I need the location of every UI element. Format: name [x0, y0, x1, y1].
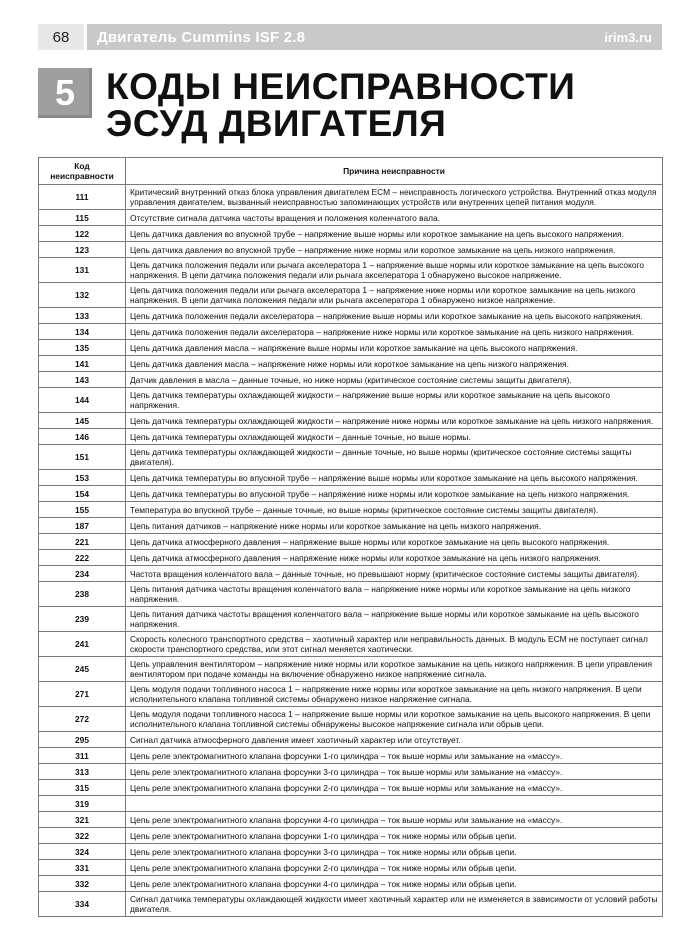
fault-code-cell: 332	[39, 876, 126, 892]
table-row	[39, 502, 663, 518]
fault-cause-cell: Цепь реле электромагнитного клапана форсунки 4-го цилиндра – ток выше нормы или замыкание на «массу».	[126, 812, 663, 828]
fault-cause-cell: Цепь реле электромагнитного клапана форсунки 2-го цилиндра – ток ниже нормы или обрыв цепи.	[126, 860, 663, 876]
fault-cause-cell: Цепь датчика положения педали или рычага акселератора 1 – напряжение ниже нормы или короткое замыкание на цепь низкого напряжения. В цепи датчика положения педали или рычага акселератора 1 обнаружено низкое напряжение.	[126, 283, 663, 308]
fault-code-cell: 154	[39, 486, 126, 502]
table-row	[39, 340, 663, 356]
table-row	[39, 812, 663, 828]
fault-code-cell: 221	[39, 534, 126, 550]
table-row	[39, 518, 663, 534]
table-row	[39, 356, 663, 372]
page-number: 68	[38, 24, 84, 50]
table-row	[39, 210, 663, 226]
table-row	[39, 607, 663, 632]
fault-code-cell: 135	[39, 340, 126, 356]
page-header	[38, 24, 662, 50]
running-header-bar	[87, 24, 662, 50]
column-header-code-line-2: неисправности	[50, 171, 114, 181]
table-row	[39, 258, 663, 283]
running-header-title: Двигатель Cummins ISF 2.8	[97, 28, 306, 46]
fault-code-cell: 123	[39, 242, 126, 258]
table-row	[39, 860, 663, 876]
fault-code-cell: 272	[39, 707, 126, 732]
table-row	[39, 844, 663, 860]
fault-cause-cell	[126, 796, 663, 812]
table-row	[39, 445, 663, 470]
fault-code-cell: 122	[39, 226, 126, 242]
fault-cause-cell: Цепь датчика положения педали или рычага акселератора 1 – напряжение выше нормы или короткое замыкание на цепь высокого напряжения. В цепи датчика положения педали или рычага акселератора 1 обнаружено высокое напряжение.	[126, 258, 663, 283]
table-row	[39, 534, 663, 550]
fault-code-cell: 115	[39, 210, 126, 226]
column-header-code	[39, 158, 126, 185]
fault-cause-cell: Температура во впускной трубе – данные точные, но выше нормы (критическое состояние системы защиты двигателя).	[126, 502, 663, 518]
fault-code-cell: 141	[39, 356, 126, 372]
fault-cause-cell: Сигнал датчика атмосферного давления имеет хаотичный характер или отсутствует.	[126, 732, 663, 748]
fault-code-cell: 239	[39, 607, 126, 632]
fault-cause-cell: Цепь датчика давления масла – напряжение выше нормы или короткое замыкание на цепь высокого напряжения.	[126, 340, 663, 356]
chapter-title-line-2: ЭСУД ДВИГАТЕЛЯ	[106, 103, 447, 144]
fault-codes-table	[38, 157, 663, 917]
fault-cause-cell: Цепь датчика положения педали акселератора – напряжение ниже нормы или короткое замыкание на цепь низкого напряжения.	[126, 324, 663, 340]
table-row	[39, 796, 663, 812]
fault-code-cell: 144	[39, 388, 126, 413]
fault-cause-cell: Частота вращения коленчатого вала – данные точные, но превышают норму (критическое состояние системы защиты двигателя).	[126, 566, 663, 582]
chapter-number-badge: 5	[38, 68, 92, 118]
table-row	[39, 388, 663, 413]
fault-code-cell: 132	[39, 283, 126, 308]
fault-cause-cell: Датчик давления в масла – данные точные, но ниже нормы (критическое состояние системы защиты двигателя).	[126, 372, 663, 388]
fault-code-cell: 295	[39, 732, 126, 748]
table-row	[39, 413, 663, 429]
fault-cause-cell: Цепь датчика давления во впускной трубе – напряжение выше нормы или короткое замыкание на цепь высокого напряжения.	[126, 226, 663, 242]
table-row	[39, 308, 663, 324]
table-row	[39, 748, 663, 764]
fault-cause-cell: Цепь питания датчика частоты вращения коленчатого вала – напряжение выше нормы или короткое замыкание на цепь высокого напряжения.	[126, 607, 663, 632]
fault-code-cell: 313	[39, 764, 126, 780]
fault-cause-cell: Критический внутренний отказ блока управления двигателем ЕСМ – неисправность логического устройства. Внутренний отказ модуля управления двигателем, вызванный неисправностью запоминающих устройств или внутренних цепей питания модуля.	[126, 185, 663, 210]
fault-cause-cell: Сигнал датчика температуры охлаждающей жидкости имеет хаотичный характер или не изменяется в зависимости от условий работы двигателя.	[126, 892, 663, 917]
fault-code-cell: 155	[39, 502, 126, 518]
fault-cause-cell: Цепь управления вентилятором – напряжение ниже нормы или короткое замыкание на цепь низкого напряжения. В цепи управления вентилятором при подаче команды на включение обнаружено низкое напряжение сигнала.	[126, 657, 663, 682]
table-row	[39, 682, 663, 707]
table-row	[39, 828, 663, 844]
fault-code-cell: 271	[39, 682, 126, 707]
fault-code-cell: 334	[39, 892, 126, 917]
table-row	[39, 732, 663, 748]
fault-code-cell: 151	[39, 445, 126, 470]
fault-cause-cell: Цепь датчика давления масла – напряжение ниже нормы или короткое замыкание на цепь низкого напряжения.	[126, 356, 663, 372]
fault-cause-cell: Цепь реле электромагнитного клапана форсунки 4-го цилиндра – ток ниже нормы или обрыв цепи.	[126, 876, 663, 892]
table-row	[39, 372, 663, 388]
table-row	[39, 657, 663, 682]
fault-code-cell: 133	[39, 308, 126, 324]
fault-cause-cell: Цепь модуля подачи топливного насоса 1 – напряжение ниже нормы или короткое замыкание на цепь низкого напряжения. В цепи исполнительного клапана топливной системы обнаружено низкое напряжение сигнала.	[126, 682, 663, 707]
fault-cause-cell: Отсутствие сигнала датчика частоты вращения и положения коленчатого вала.	[126, 210, 663, 226]
fault-cause-cell: Цепь датчика температуры охлаждающей жидкости – данные точные, но выше нормы.	[126, 429, 663, 445]
table-body	[39, 185, 663, 917]
fault-cause-cell: Цепь реле электромагнитного клапана форсунки 3-го цилиндра – ток ниже нормы или обрыв цепи.	[126, 844, 663, 860]
fault-cause-cell: Скорость колесного транспортного средства – хаотичный характер или неправильность данных. В модуль ЕСМ не поступает сигнал скорости транспортного средства, или этот сигнал меняется хаотически.	[126, 632, 663, 657]
column-header-cause: Причина неисправности	[126, 158, 663, 185]
table-row	[39, 892, 663, 917]
fault-cause-cell: Цепь реле электромагнитного клапана форсунки 2-го цилиндра – ток выше нормы или замыкание на «массу».	[126, 780, 663, 796]
table-row	[39, 324, 663, 340]
fault-code-cell: 311	[39, 748, 126, 764]
fault-cause-cell: Цепь датчика температуры охлаждающей жидкости – данные точные, но выше нормы (критическое состояние системы защиты двигателя).	[126, 445, 663, 470]
table-header-row	[39, 158, 663, 185]
fault-cause-cell: Цепь питания датчика частоты вращения коленчатого вала – напряжение ниже нормы или короткое замыкание на цепь низкого напряжения.	[126, 582, 663, 607]
table-row	[39, 283, 663, 308]
table-row	[39, 582, 663, 607]
table-row	[39, 550, 663, 566]
fault-code-cell: 146	[39, 429, 126, 445]
fault-code-cell: 153	[39, 470, 126, 486]
fault-cause-cell: Цепь реле электромагнитного клапана форсунки 3-го цилиндра – ток выше нормы или замыкание на «массу».	[126, 764, 663, 780]
chapter-title	[106, 68, 666, 142]
fault-code-cell: 241	[39, 632, 126, 657]
table-row	[39, 429, 663, 445]
fault-code-cell: 111	[39, 185, 126, 210]
fault-cause-cell: Цепь питания датчиков – напряжение ниже нормы или короткое замыкание на цепь низкого напряжения.	[126, 518, 663, 534]
fault-cause-cell: Цепь датчика температуры охлаждающей жидкости – напряжение ниже нормы или короткое замыкание на цепь низкого напряжения.	[126, 413, 663, 429]
fault-cause-cell: Цепь датчика атмосферного давления – напряжение ниже нормы или короткое замыкание на цепь низкого напряжения.	[126, 550, 663, 566]
fault-cause-cell: Цепь датчика положения педали акселератора – напряжение выше нормы или короткое замыкание на цепь высокого напряжения.	[126, 308, 663, 324]
fault-code-cell: 315	[39, 780, 126, 796]
table-row	[39, 707, 663, 732]
table-row	[39, 470, 663, 486]
fault-code-cell: 222	[39, 550, 126, 566]
table-row	[39, 486, 663, 502]
table-row	[39, 780, 663, 796]
column-header-code-line-1: Код	[74, 161, 90, 171]
table-row	[39, 566, 663, 582]
fault-cause-cell: Цепь датчика температуры во впускной трубе – напряжение выше нормы или короткое замыкание на цепь высокого напряжения.	[126, 470, 663, 486]
fault-code-cell: 145	[39, 413, 126, 429]
fault-cause-cell: Цепь датчика температуры охлаждающей жидкости – напряжение выше нормы или короткое замыкание на цепь высокого напряжения.	[126, 388, 663, 413]
fault-code-cell: 131	[39, 258, 126, 283]
fault-code-cell: 319	[39, 796, 126, 812]
fault-code-cell: 321	[39, 812, 126, 828]
table-row	[39, 876, 663, 892]
fault-cause-cell: Цепь датчика атмосферного давления – напряжение выше нормы или короткое замыкание на цепь высокого напряжения.	[126, 534, 663, 550]
fault-code-cell: 143	[39, 372, 126, 388]
table-row	[39, 242, 663, 258]
fault-code-cell: 331	[39, 860, 126, 876]
fault-cause-cell: Цепь датчика температуры во впускной трубе – напряжение ниже нормы или короткое замыкание на цепь низкого напряжения.	[126, 486, 663, 502]
table-row	[39, 226, 663, 242]
chapter-title-line-1: КОДЫ НЕИСПРАВНОСТИ	[106, 66, 576, 107]
fault-cause-cell: Цепь датчика давления во впускной трубе – напряжение ниже нормы или короткое замыкание на цепь низкого напряжения.	[126, 242, 663, 258]
site-label: irim3.ru	[604, 29, 652, 45]
table-row	[39, 185, 663, 210]
fault-cause-cell: Цепь реле электромагнитного клапана форсунки 1-го цилиндра – ток выше нормы или замыкание на «массу».	[126, 748, 663, 764]
table-row	[39, 764, 663, 780]
fault-code-cell: 324	[39, 844, 126, 860]
fault-code-cell: 234	[39, 566, 126, 582]
fault-code-cell: 238	[39, 582, 126, 607]
fault-code-cell: 134	[39, 324, 126, 340]
fault-code-cell: 245	[39, 657, 126, 682]
fault-code-cell: 322	[39, 828, 126, 844]
fault-code-cell: 187	[39, 518, 126, 534]
table-row	[39, 632, 663, 657]
fault-cause-cell: Цепь модуля подачи топливного насоса 1 – напряжение выше нормы или короткое замыкание на цепь высокого напряжения. В цепи исполнительного клапана топливной системы обнаружены высокое напряжение сигнала или обрыв цепи.	[126, 707, 663, 732]
fault-cause-cell: Цепь реле электромагнитного клапана форсунки 1-го цилиндра – ток ниже нормы или обрыв цепи.	[126, 828, 663, 844]
